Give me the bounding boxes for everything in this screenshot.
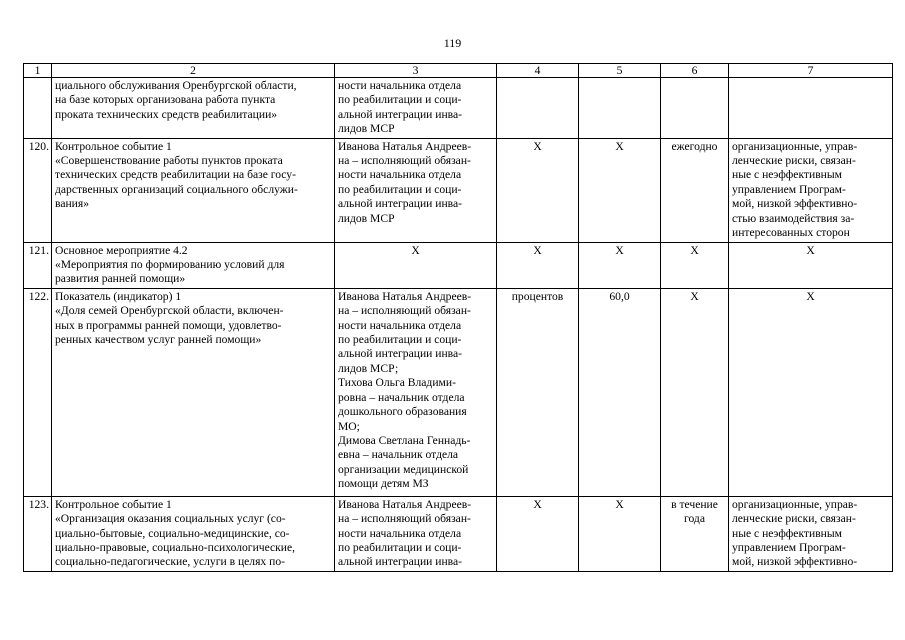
table-row: [24, 78, 893, 139]
text-line: «Организация оказания социальных услуг (со-: [55, 512, 286, 526]
text-line: организационные, управ-: [732, 497, 858, 511]
deadline-cell: ежегодно: [661, 138, 729, 242]
cell-clip: [664, 498, 725, 570]
event-description: [52, 496, 335, 571]
text-line: МО;: [338, 419, 360, 433]
text-line: вания»: [55, 197, 90, 211]
risks-cell: Х: [729, 242, 893, 288]
unit-cell: [497, 78, 579, 139]
text-line: помощи детям МЗ: [338, 477, 429, 491]
deadline-cell: Х: [661, 288, 729, 496]
text-line: «Доля семей Оренбургской области, включен-: [55, 304, 284, 318]
cell-clip: [582, 498, 657, 570]
unit-cell: [497, 496, 579, 571]
event-description: [52, 242, 335, 288]
text-line: стью взаимодействия за-: [732, 211, 855, 225]
text-line: альной интеграции инва-: [338, 107, 462, 121]
text-line: Иванова Наталья Андреев-: [338, 289, 472, 303]
text-line: на – исполняющий обязан-: [338, 512, 471, 526]
table-row: [24, 496, 893, 571]
text-line: ровна – начальник отдела: [338, 390, 465, 404]
cell-clip: [25, 498, 49, 570]
text-line: Контрольное событие 1: [55, 139, 172, 153]
table-row: [24, 242, 893, 288]
responsible-person: [335, 78, 497, 139]
text-line: организационные, управ-: [732, 139, 858, 153]
text-line: ленческие риски, связан-: [732, 512, 856, 526]
column-number: 2: [52, 64, 335, 78]
value-cell: 60,0: [579, 288, 661, 496]
value-cell: Х: [579, 138, 661, 242]
text-line: дарственных организаций социального обслужи-: [55, 182, 298, 196]
responsible-person: [335, 138, 497, 242]
text-line: развития ранней помощи»: [55, 272, 186, 286]
text-line: Иванова Наталья Андреев-: [338, 497, 472, 511]
value-cell: [579, 78, 661, 139]
text-line: ных в программы ранней помощи, удовлетво-: [55, 318, 282, 332]
text-line: лидов МСР: [338, 122, 395, 136]
cell-clip: [338, 498, 493, 570]
risks-cell: [729, 138, 893, 242]
text-line: по реабилитации и соци-: [338, 93, 462, 107]
column-number: 6: [661, 64, 729, 78]
text-line: «Совершенствование работы пунктов проката: [55, 154, 283, 168]
column-number: 5: [579, 64, 661, 78]
row-number: 121.: [24, 242, 52, 288]
text-line: ности начальника отдела: [338, 168, 462, 182]
value-text: Х: [615, 497, 624, 511]
text-line: управлением Програм-: [732, 541, 846, 555]
text-line: на – исполняющий обязан-: [338, 304, 471, 318]
text-line: ленческие риски, связан-: [732, 154, 856, 168]
row-number: [24, 78, 52, 139]
text-line: Основное мероприятие 4.2: [55, 243, 188, 257]
risks-cell: Х: [729, 288, 893, 496]
unit-cell: Х: [497, 138, 579, 242]
text-line: мой, низкой эффективно-: [732, 555, 858, 569]
text-line: проката технических средств реабилитации»: [55, 107, 278, 121]
text-line: циально-бытовые, социально-медицинские, со-: [55, 526, 290, 540]
text-line: на базе которых организована работа пункта: [55, 93, 276, 107]
value-cell: [579, 496, 661, 571]
text-line: Показатель (индикатор) 1: [55, 289, 182, 303]
text-line: Иванова Наталья Андреев-: [338, 139, 472, 153]
column-number-row: [24, 64, 893, 78]
row-number: [24, 496, 52, 571]
text-line: Димова Светлана Геннадь-: [338, 433, 471, 447]
text-line: ности начальника отдела: [338, 318, 462, 332]
text-line: на – исполняющий обязан-: [338, 154, 471, 168]
row-number: 122.: [24, 288, 52, 496]
responsible-person: [335, 496, 497, 571]
text-line: по реабилитации и соци-: [338, 541, 462, 555]
text-line: Тихова Ольга Владими-: [338, 376, 456, 390]
risks-cell: [729, 496, 893, 571]
risks-cell: [729, 78, 893, 139]
row-number-text: 123.: [28, 497, 49, 511]
text-line: социально-педагогические, услуги в целях по-: [55, 555, 285, 569]
cell-clip: [500, 498, 575, 570]
text-line: по реабилитации и соци-: [338, 333, 462, 347]
value-cell: Х: [579, 242, 661, 288]
responsible-person: [335, 288, 497, 496]
text-line: организации медицинской: [338, 462, 469, 476]
text-line: по реабилитации и соци-: [338, 182, 462, 196]
text-line: циального обслуживания Оренбургской области,: [55, 79, 297, 92]
table-row: [24, 288, 893, 496]
text-line: ренных качеством услуг ранней помощи»: [55, 333, 262, 347]
text-line: циально-правовые, социально-психологические,: [55, 541, 296, 555]
text-line: «Мероприятия по формированию условий для: [55, 258, 285, 272]
text-line: ности начальника отдела: [338, 79, 462, 92]
deadline-cell: [661, 496, 729, 571]
unit-cell: процентов: [497, 288, 579, 496]
cell-clip: [732, 498, 889, 570]
text-line: альной интеграции инва-: [338, 555, 462, 569]
column-number: 3: [335, 64, 497, 78]
column-number: 7: [729, 64, 893, 78]
cell-clip: [55, 498, 331, 570]
column-number: 4: [497, 64, 579, 78]
program-table: [23, 63, 893, 572]
event-description: [52, 138, 335, 242]
text-line: альной интеграции инва-: [338, 347, 462, 361]
row-number: 120.: [24, 138, 52, 242]
unit-text: Х: [533, 497, 542, 511]
text-line: лидов МСР: [338, 211, 395, 225]
table-row: [24, 138, 893, 242]
column-number: 1: [24, 64, 52, 78]
text-line: дошкольного образования: [338, 405, 467, 419]
text-line: ные с неэффективным: [732, 526, 842, 540]
text-line: технических средств реабилитации на базе госу-: [55, 168, 296, 182]
text-line: ные с неэффективным: [732, 168, 842, 182]
text-line: Контрольное событие 1: [55, 497, 172, 511]
responsible-person: Х: [335, 242, 497, 288]
event-description: [52, 78, 335, 139]
unit-cell: Х: [497, 242, 579, 288]
deadline-text: в течение года: [671, 497, 718, 526]
text-line: альной интеграции инва-: [338, 197, 462, 211]
page-number: 119: [443, 36, 462, 50]
text-line: лидов МСР;: [338, 361, 399, 375]
text-line: интересованных сторон: [732, 226, 850, 240]
text-line: управлением Програм-: [732, 182, 846, 196]
deadline-cell: Х: [661, 242, 729, 288]
text-line: евна – начальник отдела: [338, 448, 459, 462]
text-line: ности начальника отдела: [338, 526, 462, 540]
deadline-cell: [661, 78, 729, 139]
text-line: мой, низкой эффективно-: [732, 197, 858, 211]
event-description: [52, 288, 335, 496]
